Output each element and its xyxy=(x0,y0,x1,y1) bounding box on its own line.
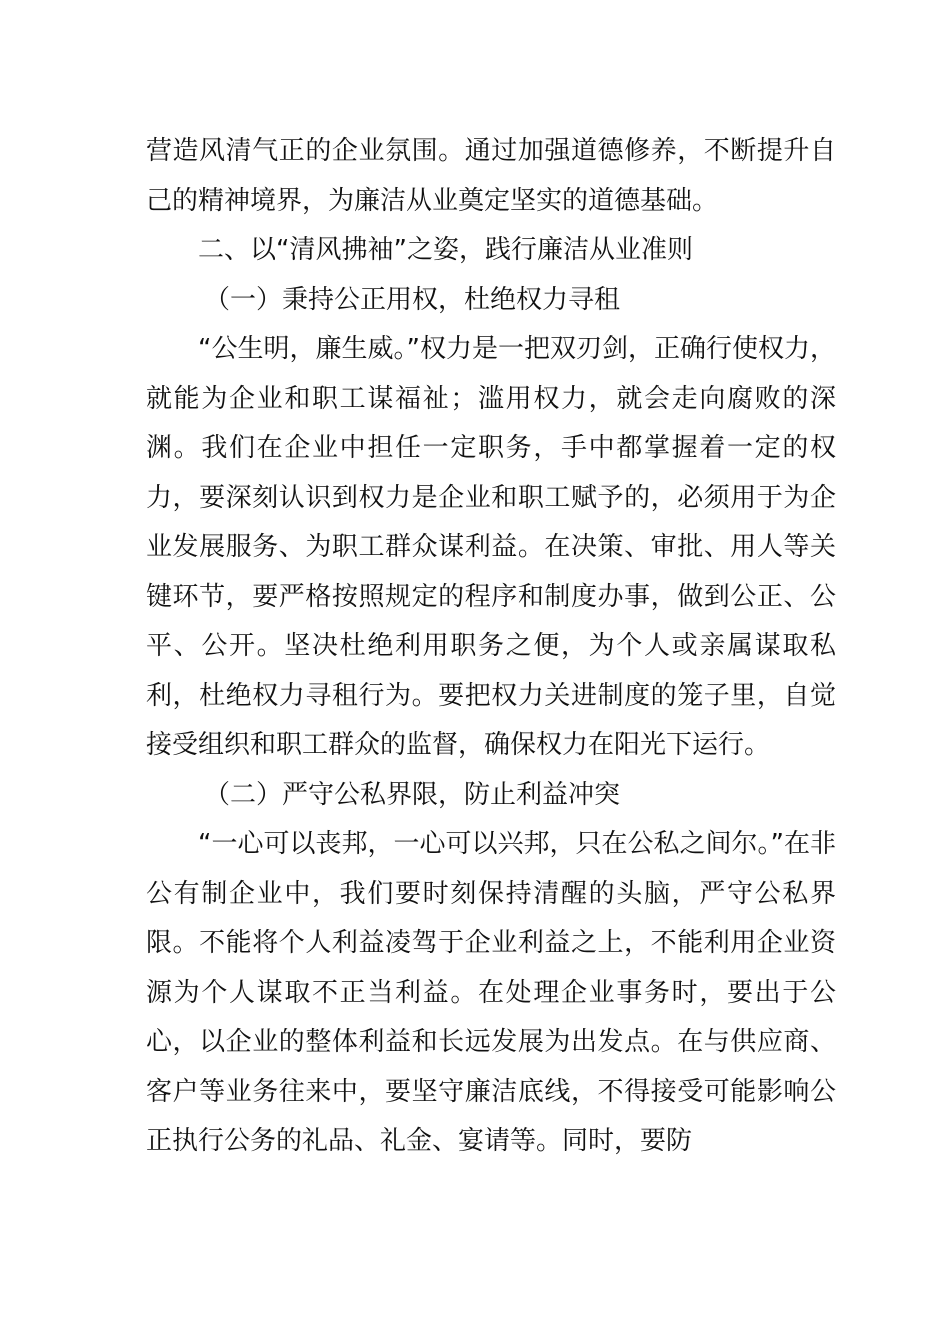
subsection-heading-1: （一）秉持公正用权，杜绝权力寻租 xyxy=(204,284,621,315)
paragraph-power: “公生明，廉生威。”权力是一把双刃剑，正确行使权力，就能为企业和职工谋福祉；滥用权力，就会走向腐败的深渊。我们在企业中担任一定职务，手中都掌握着一定的权力，要深刻认识到权力是企业和职工赋予的，必须用于为企业发展服务、为职工群众谋利益。在决策、审批、用人等关键环节，要严格按照规定的程序和制度办事，做到公正、公平、公开。坚决杜绝利用职务之便，为个人或亲属谋取私利，杜绝权力寻租行为。要把权力关进制度的笼子里，自觉接受组织和职工群众的监督，确保权力在阳光下运行。 xyxy=(146,334,836,760)
paragraph-public-private: “一心可以丧邦，一心可以兴邦，只在公私之间尔。”在非公有制企业中，我们要时刻保持清醒的头脑，严守公私界限。不能将个人利益凌驾于企业利益之上，不能利用企业资源为个人谋取不正当利益。在处理企业事务时，要出于公心，以企业的整体利益和长远发展为出发点。在与供应商、客户等业务往来中，要坚守廉洁底线，不得接受可能影响公正执行公务的礼品、礼金、宴请等。同时，要防 xyxy=(146,829,836,1156)
subsection-heading-2: （二）严守公私界限，防止利益冲突 xyxy=(204,779,621,810)
document-body xyxy=(146,127,836,1167)
paragraph-continued: 营造风清气正的企业氛围。通过加强道德修养，不断提升自己的精神境界，为廉洁从业奠定坚实的道德基础。 xyxy=(146,136,836,216)
section-heading: 二、以“清风拂袖”之姿，践行廉洁从业准则 xyxy=(198,235,693,265)
